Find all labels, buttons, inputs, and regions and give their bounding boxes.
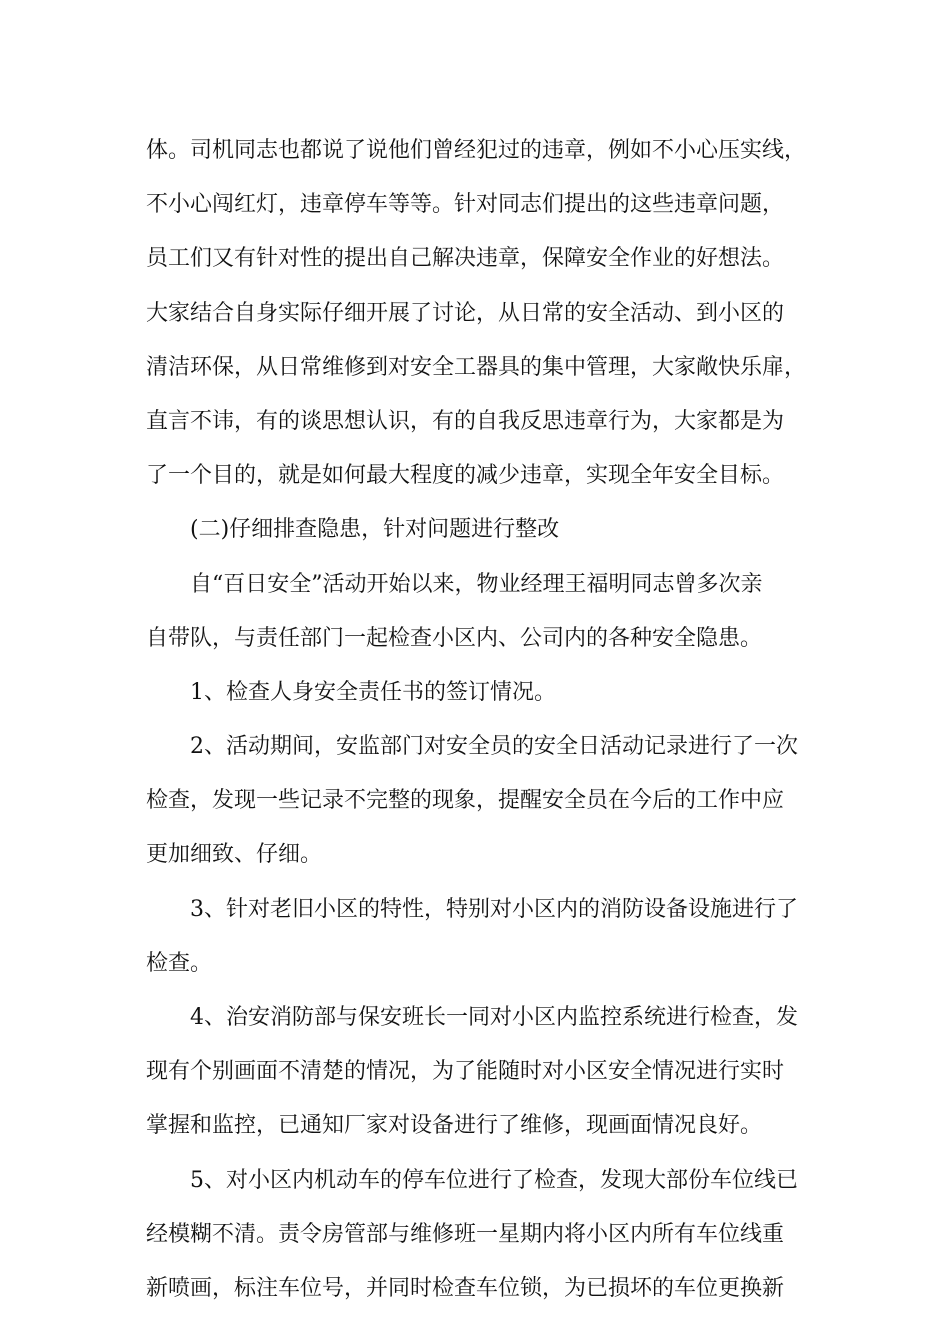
text-line: 直言不讳，有的谈思想认识，有的自我反思违章行为，大家都是为 [146,408,785,434]
text-line: 经模糊不清。责令房管部与维修班一星期内将小区内所有车位线重 [146,1221,785,1247]
text-line: 清洁环保，从日常维修到对安全工器具的集中管理，大家敞快乐扉， [146,354,807,380]
text-line: 体。司机同志也都说了说他们曾经犯过的违章，例如不小心压实线， [146,138,807,163]
text-line: 不小心闯红灯，违章停车等等。针对同志们提出的这些违章问题， [146,192,785,218]
text-line: 了一个目的，就是如何最大程度的减少违章，实现全年安全目标。 [146,463,785,489]
list-item-1: 1、检查人身安全责任书的签订情况。 [190,679,556,705]
text-line: 自“百日安全”活动开始以来，物业经理王福明同志曾多次亲 [190,571,763,597]
list-item-5: 5、对小区内机动车的停车位进行了检查，发现大部份车位线已 [190,1167,798,1193]
text-line: 现有个别画面不清楚的情况，为了能随时对小区安全情况进行实时 [146,1059,785,1085]
document-body [146,124,816,1316]
text-line: 检查，发现一些记录不完整的现象，提醒安全员在今后的工作中应 [146,788,785,814]
text-line: 掌握和监控，已通知厂家对设备进行了维修，现画面情况良好。 [146,1113,763,1139]
list-item-2: 2、活动期间，安监部门对安全员的安全日活动记录进行了一次 [190,734,798,760]
text-line: 员工们又有针对性的提出自己解决违章，保障安全作业的好想法。 [146,246,785,272]
text-line: 更加细致、仔细。 [146,842,323,868]
section-heading: (二)仔细排查隐患，针对问题进行整改 [190,517,560,543]
list-item-3: 3、针对老旧小区的特性，特别对小区内的消防设备设施进行了 [190,896,798,922]
text-line: 自带队，与责任部门一起检查小区内、公司内的各种安全隐患。 [146,625,763,651]
text-line: 检查。 [146,950,213,976]
text-line: 大家结合自身实际仔细开展了讨论，从日常的安全活动、到小区的 [146,300,785,326]
list-item-4: 4、治安消防部与保安班长一同对小区内监控系统进行检查，发 [190,1005,798,1030]
text-line: 新喷画，标注车位号，并同时检查车位锁，为已损坏的车位更换新 [146,1275,785,1301]
